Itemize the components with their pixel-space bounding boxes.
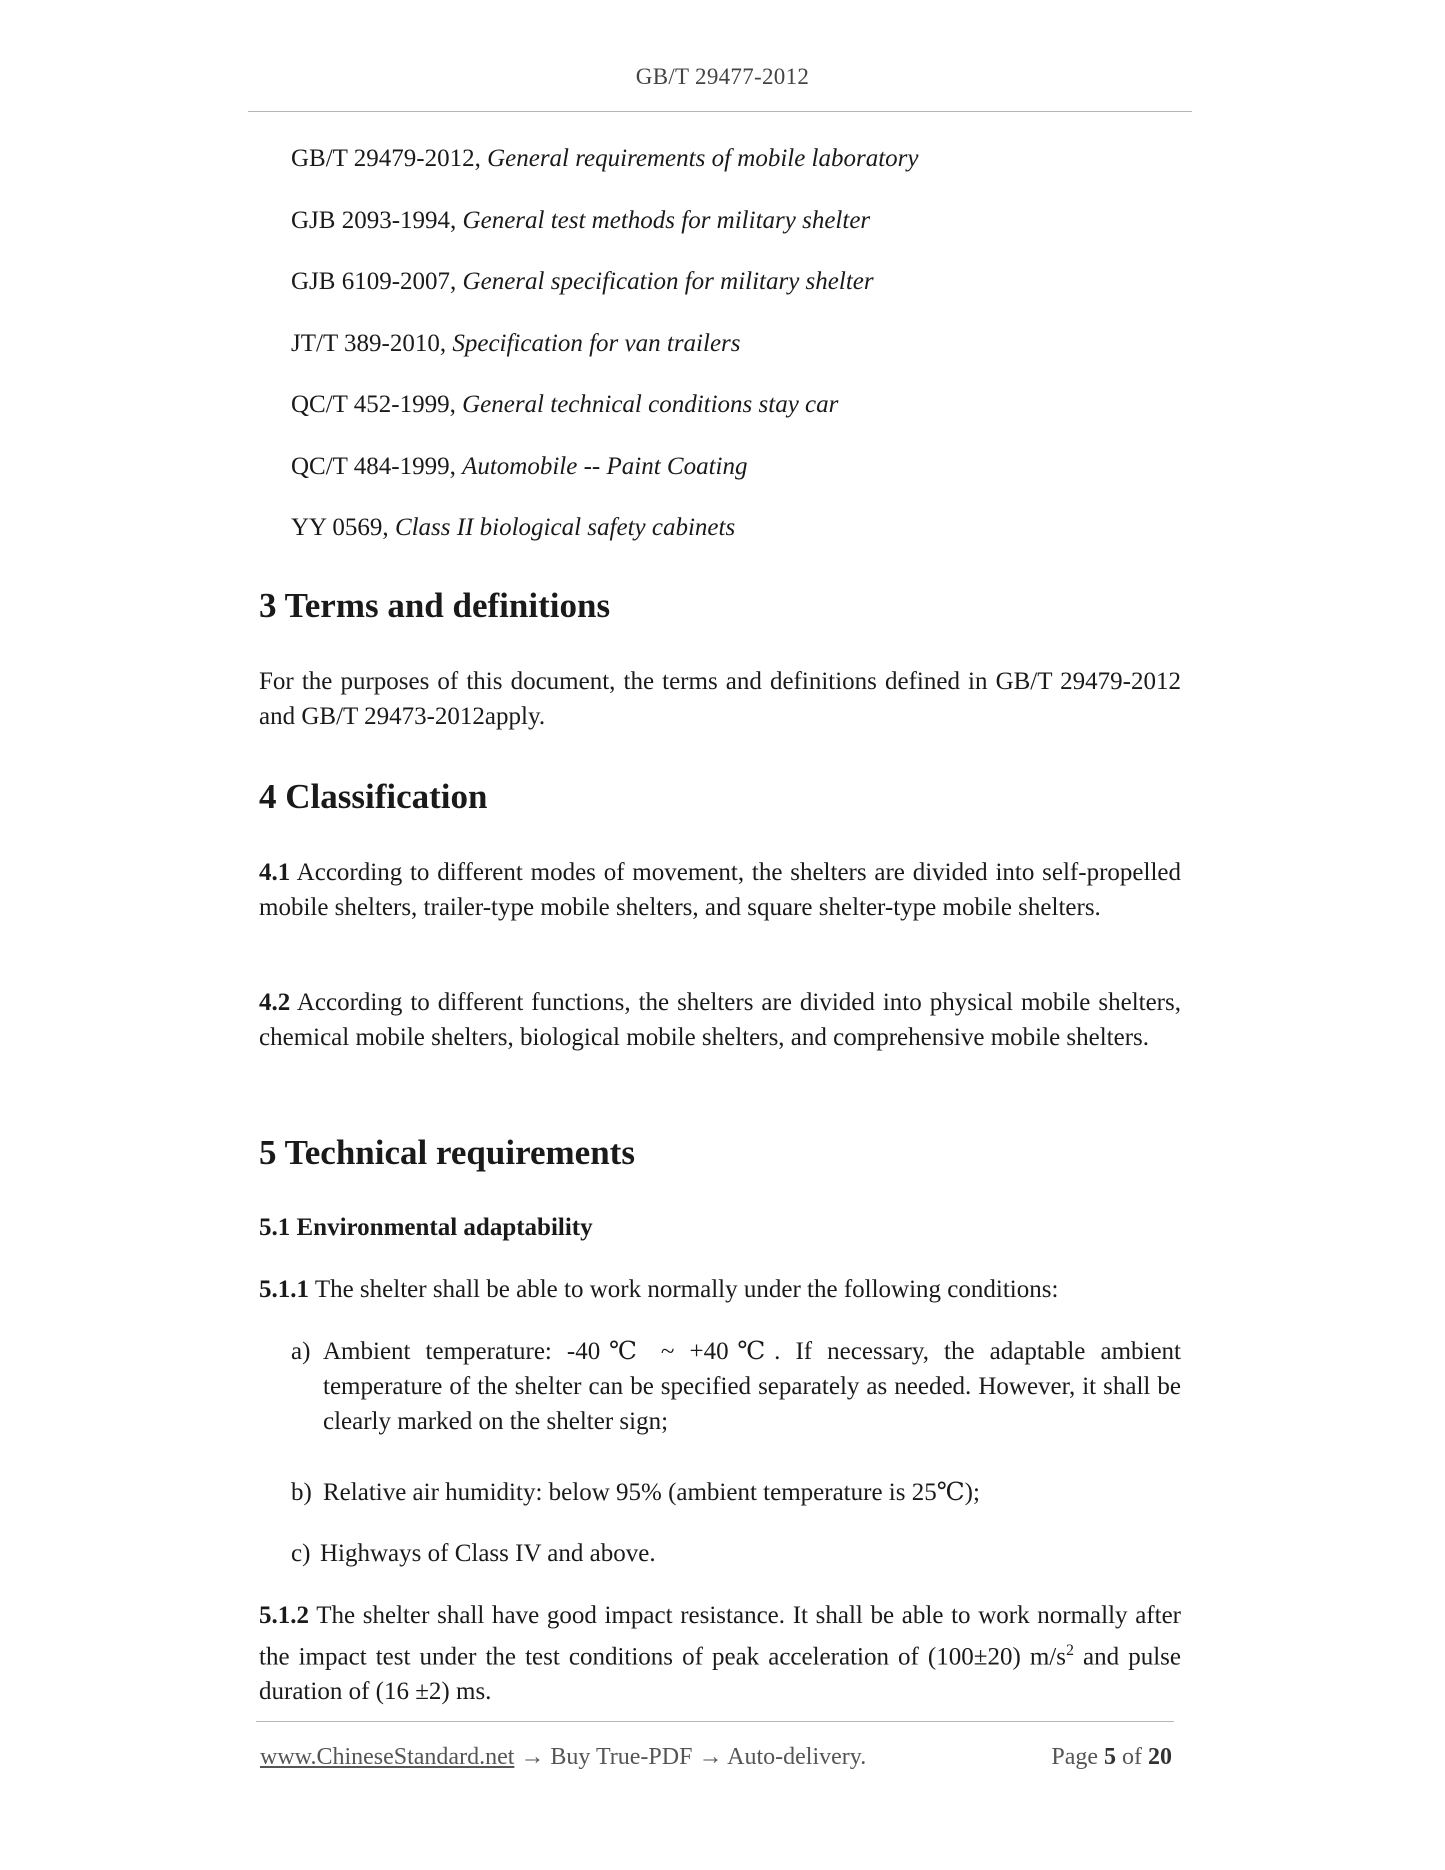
- reference-item: [291, 325, 1191, 363]
- page-total: 20: [1148, 1744, 1172, 1770]
- reference-item: [291, 509, 1191, 547]
- reference-title: General requirements of mobile laboratory: [487, 145, 919, 172]
- section-5-heading-block: [259, 1131, 1181, 1175]
- buy-pdf-text: Buy True-PDF: [550, 1744, 693, 1770]
- clause-text: According to different functions, the shelters are divided into physical mobile shelters, chemical mobile shelters, biological mobile shelters, and comprehensive mobile shelters.: [259, 989, 1181, 1051]
- list-marker: c): [291, 1540, 311, 1567]
- reference-code: QC/T 452-1999,: [291, 391, 456, 418]
- clause-4-2: [259, 985, 1181, 1055]
- superscript: 2: [1065, 1642, 1074, 1659]
- reference-title: General specification for military shelter: [462, 268, 874, 295]
- reference-title: Automobile -- Paint Coating: [462, 452, 748, 480]
- clause-4-1: [259, 855, 1181, 925]
- clause-text-part-1: The shelter shall have good impact resistance. It shall be able to work normally after the impact test under the test conditions of peak acceleration of (100±20) m/s: [259, 1602, 1181, 1671]
- section-4-heading: 4 Classification: [259, 777, 488, 816]
- clause-5-1-1-paragraph: [259, 1272, 1181, 1307]
- section-5-heading: 5 Technical requirements: [259, 1133, 635, 1172]
- reference-item: [291, 140, 1191, 178]
- arrow-icon: →: [698, 1744, 723, 1770]
- list-item-text: Relative air humidity: below 95% (ambient temperature is 25℃);: [323, 1479, 980, 1506]
- list-item-text: Highways of Class IV and above.: [320, 1540, 656, 1567]
- reference-code: GJB 6109-2007,: [291, 268, 457, 295]
- list-item-b: [291, 1475, 1181, 1510]
- clause-number: 4.1: [259, 859, 291, 886]
- clause-text-part-2: and pulse duration of (16 ±2) ms.: [259, 1643, 1181, 1706]
- section-3-paragraph: For the purposes of this document, the terms and definitions defined in GB/T 29479-2012 and GB/T 29473-2012apply.: [259, 668, 1181, 730]
- clause-5-1-1: [259, 1272, 1181, 1307]
- clause-text: The shelter shall be able to work normally under the following conditions:: [314, 1276, 1059, 1303]
- arrow-icon: →: [520, 1744, 545, 1770]
- reference-item: [291, 386, 1191, 424]
- page-header-title: GB/T 29477-2012: [635, 64, 810, 89]
- page-footer: [260, 1739, 1172, 1775]
- clause-number: 4.2: [259, 989, 291, 1016]
- section-3-heading: 3 Terms and definitions: [259, 586, 611, 625]
- reference-item: [291, 202, 1191, 240]
- clause-5-1-2-paragraph: [259, 1598, 1181, 1709]
- list-marker: b): [291, 1479, 312, 1506]
- reference-item: [291, 263, 1191, 301]
- page-indicator: [1051, 1739, 1172, 1775]
- clause-number: 5.1.2: [259, 1602, 309, 1629]
- subsection-5-1-heading: 5.1 Environmental adaptability: [259, 1214, 593, 1241]
- list-item-text: Ambient temperature: -40℃ ~ +40℃. If necessary, the adaptable ambient temperature of the shelter can be specified separately as needed. However, it shall be clearly marked on the shelter sign;: [323, 1338, 1181, 1435]
- normative-references-list: [291, 140, 1191, 571]
- clause-text: According to different modes of movement, the shelters are divided into self-propelled mobile shelters, trailer-type mobile shelters, and square shelter-type mobile shelters.: [259, 859, 1181, 921]
- reference-title: Class II biological safety cabinets: [394, 514, 736, 541]
- list-item-a: [291, 1334, 1181, 1439]
- site-link[interactable]: www.ChineseStandard.net: [260, 1744, 515, 1770]
- page-label: Page: [1051, 1744, 1098, 1770]
- reference-code: GB/T 29479-2012,: [291, 145, 481, 172]
- reference-title: General technical conditions stay car: [462, 391, 839, 418]
- clause-number: 5.1.1: [259, 1276, 309, 1303]
- reference-title: Specification for van trailers: [452, 329, 741, 357]
- list-marker: a): [291, 1338, 311, 1365]
- footer-divider: [256, 1721, 1174, 1722]
- section-3-heading-block: [259, 584, 1181, 628]
- clause-4-2-paragraph: [259, 985, 1181, 1055]
- header-divider: [248, 111, 1192, 112]
- auto-delivery-text: Auto-delivery.: [727, 1744, 867, 1770]
- reference-code: QC/T 484-1999,: [291, 452, 456, 480]
- reference-code: JT/T 389-2010,: [291, 329, 447, 357]
- subsection-5-1-heading-block: [259, 1210, 1181, 1246]
- reference-item: [291, 448, 1191, 486]
- list-item-c: [291, 1536, 1181, 1571]
- reference-code: GJB 2093-1994,: [291, 206, 457, 234]
- reference-code: YY 0569,: [291, 514, 389, 541]
- clause-4-1-paragraph: [259, 855, 1181, 925]
- page-number: 5: [1104, 1744, 1116, 1770]
- section-4-heading-block: [259, 775, 1181, 819]
- reference-title: General test methods for military shelter: [462, 206, 871, 234]
- of-label: of: [1122, 1744, 1142, 1770]
- clause-5-1-2: [259, 1598, 1181, 1709]
- section-3-body: [259, 664, 1181, 734]
